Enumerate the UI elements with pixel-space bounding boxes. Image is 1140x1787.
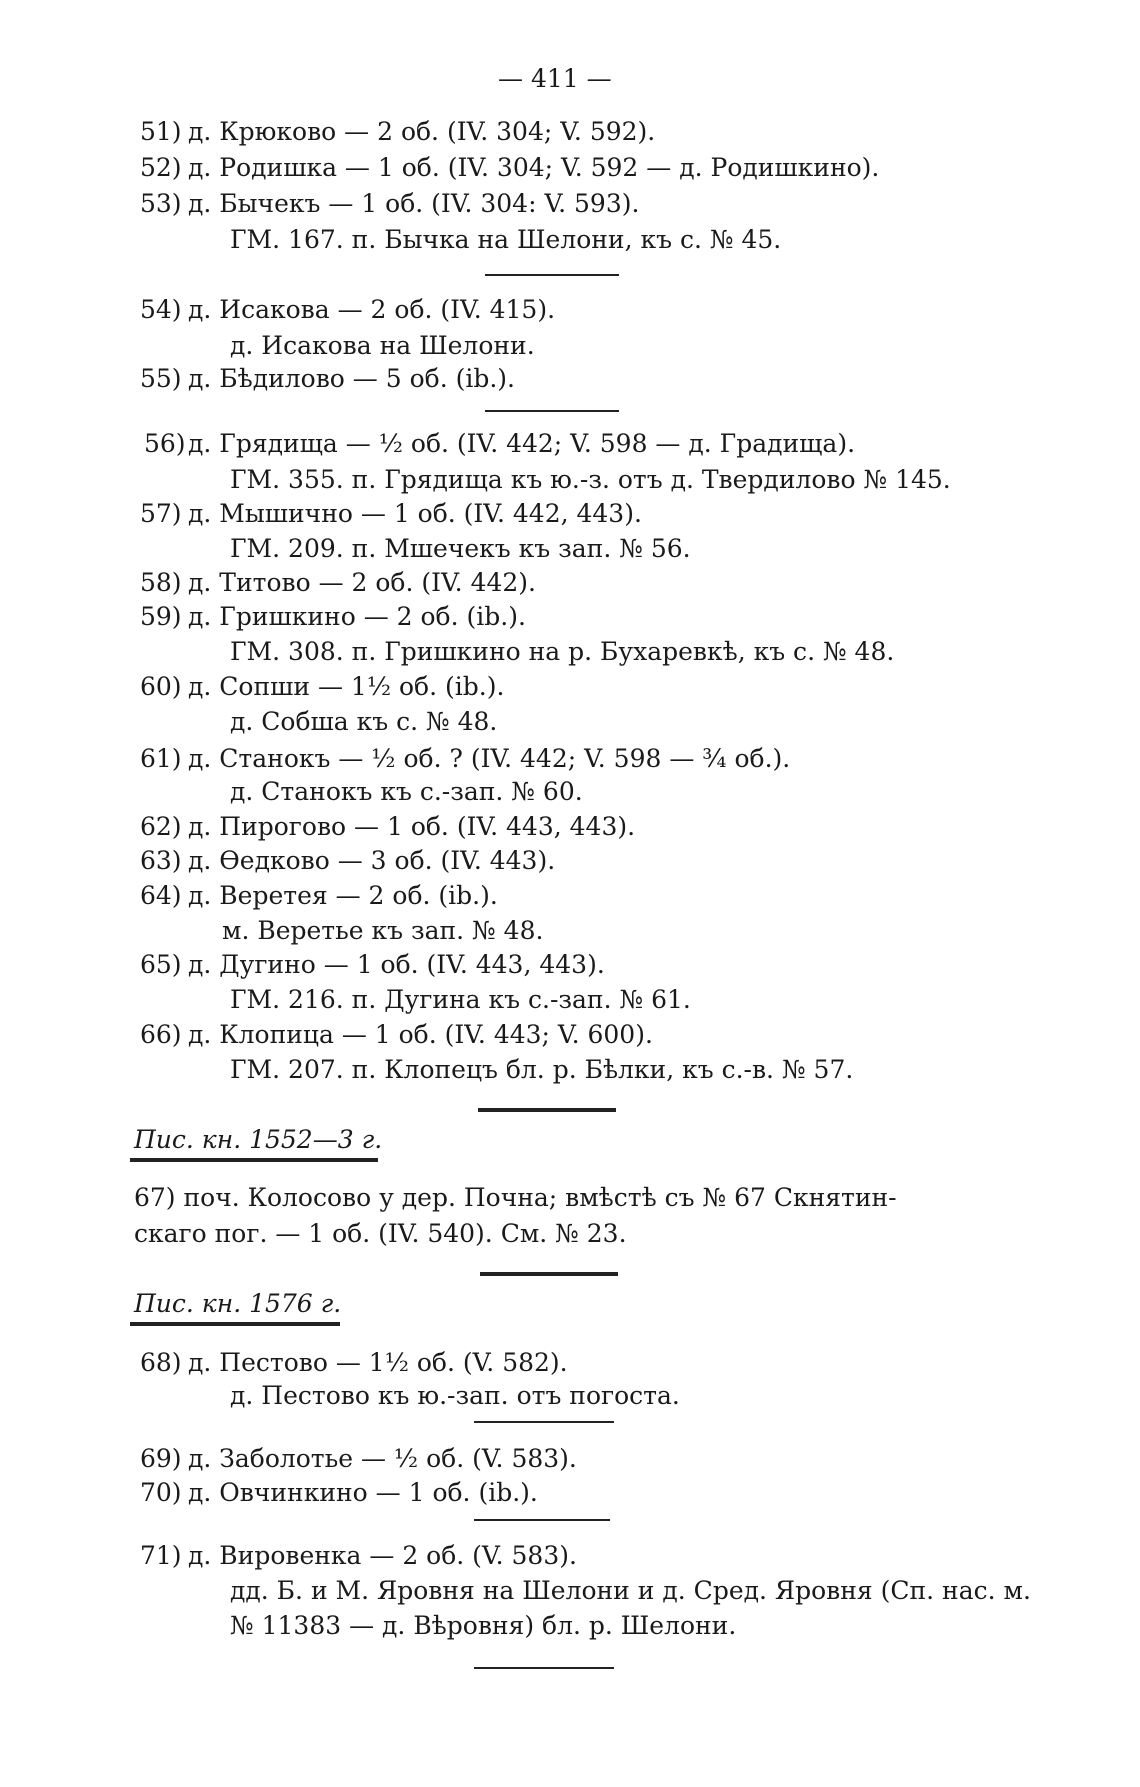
entry-number: 60) (140, 672, 182, 701)
entry-note: м. Веретье къ зап. № 48. (222, 916, 544, 945)
entry-note: д. Станокъ къ с.-зап. № 60. (230, 777, 583, 806)
entry-text: д. Мышично — 1 об. (IV. 442, 443). (188, 499, 642, 528)
entry-number: 64) (140, 881, 182, 910)
entry-number: 61) (140, 744, 182, 773)
entry-text: д. Гришкино — 2 об. (ib.). (188, 602, 526, 631)
entry-note: д. Собша къ с. № 48. (230, 707, 498, 736)
entry-text: д. Исакова — 2 об. (IV. 415). (188, 295, 556, 324)
entry-number: 63) (140, 846, 182, 875)
entry-text: д. Родишка — 1 об. (IV. 304; V. 592 — д. Родишкино). (188, 153, 880, 182)
separator-rule (474, 1667, 614, 1669)
entry-text: д. Бѣдилово — 5 об. (ib.). (188, 364, 515, 393)
section-heading: Пис. кн. 1552—3 г. (134, 1125, 383, 1154)
entry-number: 69) (140, 1444, 182, 1473)
section-heading: Пис. кн. 1576 г. (134, 1289, 342, 1318)
entry-number: 56) (144, 429, 186, 458)
entry-number: 66) (140, 1020, 182, 1049)
entry-text: д. Заболотье — ½ об. (V. 583). (188, 1444, 577, 1473)
entry-text: д. Веретея — 2 об. (ib.). (188, 881, 498, 910)
entry-note: ГМ. 207. п. Клопецъ бл. р. Бѣлки, къ с.-в. № 57. (230, 1055, 854, 1084)
entry-number: 57) (140, 499, 182, 528)
entry-number: 58) (140, 568, 182, 597)
heading-underline (130, 1158, 378, 1162)
entry-text: д. Овчинкино — 1 об. (ib.). (188, 1478, 538, 1507)
entry-note: ГМ. 209. п. Мшечекъ къ зап. № 56. (230, 534, 691, 563)
paragraph-line: 67) поч. Колосово у дер. Почна; вмѣстѣ съ № 67 Скнятин- (134, 1183, 897, 1212)
entry-text: д. Станокъ — ½ об. ? (IV. 442; V. 598 — ¾ об.). (188, 744, 791, 773)
entry-text: д. Пирогово — 1 об. (IV. 443, 443). (188, 812, 636, 841)
entry-note: ГМ. 355. п. Грядища къ ю.-з. отъ д. Твердилово № 145. (230, 465, 951, 494)
entry-note: ГМ. 167. п. Бычка на Шелони, къ с. № 45. (230, 225, 782, 254)
entry-number: 59) (140, 602, 182, 631)
entry-text: д. Титово — 2 об. (IV. 442). (188, 568, 536, 597)
heading-underline (130, 1322, 340, 1326)
entry-text: д. Грядища — ½ об. (IV. 442; V. 598 — д. Градища). (188, 429, 856, 458)
entry-number: 71) (140, 1541, 182, 1570)
entry-number: 52) (140, 153, 182, 182)
entry-number: 51) (140, 117, 182, 146)
entry-number: 70) (140, 1478, 182, 1507)
page-number: — 411 — (498, 64, 612, 93)
entry-note: дд. Б. и М. Яровня на Шелони и д. Сред. Яровня (Сп. нас. м. (230, 1576, 1031, 1605)
entry-number: 55) (140, 364, 182, 393)
entry-text: д. Дугино — 1 об. (IV. 443, 443). (188, 950, 605, 979)
entry-number: 65) (140, 950, 182, 979)
entry-text: д. Ѳедково — 3 об. (IV. 443). (188, 846, 556, 875)
entry-number: 54) (140, 295, 182, 324)
entry-note: ГМ. 216. п. Дугина къ с.-зап. № 61. (230, 985, 691, 1014)
entry-text: д. Крюково — 2 об. (IV. 304; V. 592). (188, 117, 656, 146)
entry-note: № 11383 — д. Вѣровня) бл. р. Шелони. (230, 1611, 737, 1640)
paragraph-line: скаго пог. — 1 об. (IV. 540). См. № 23. (134, 1219, 627, 1248)
entry-number: 68) (140, 1348, 182, 1377)
entry-note: д. Пестово къ ю.-зап. отъ погоста. (230, 1381, 680, 1410)
entry-text: д. Клопица — 1 об. (IV. 443; V. 600). (188, 1020, 653, 1049)
entry-text: д. Вировенка — 2 об. (V. 583). (188, 1541, 577, 1570)
entry-note: д. Исакова на Шелони. (230, 331, 535, 360)
section-rule (480, 1272, 618, 1276)
separator-rule (485, 274, 619, 276)
entry-text: д. Сопши — 1½ об. (ib.). (188, 672, 505, 701)
entry-number: 62) (140, 812, 182, 841)
entry-text: д. Бычекъ — 1 об. (IV. 304: V. 593). (188, 189, 640, 218)
separator-rule (474, 1519, 610, 1521)
entry-number: 53) (140, 189, 182, 218)
entry-note: ГМ. 308. п. Гришкино на р. Бухаревкѣ, къ с. № 48. (230, 637, 895, 666)
section-rule (478, 1108, 616, 1112)
separator-rule (485, 410, 619, 412)
separator-rule (474, 1421, 614, 1423)
entry-text: д. Пестово — 1½ об. (V. 582). (188, 1348, 568, 1377)
